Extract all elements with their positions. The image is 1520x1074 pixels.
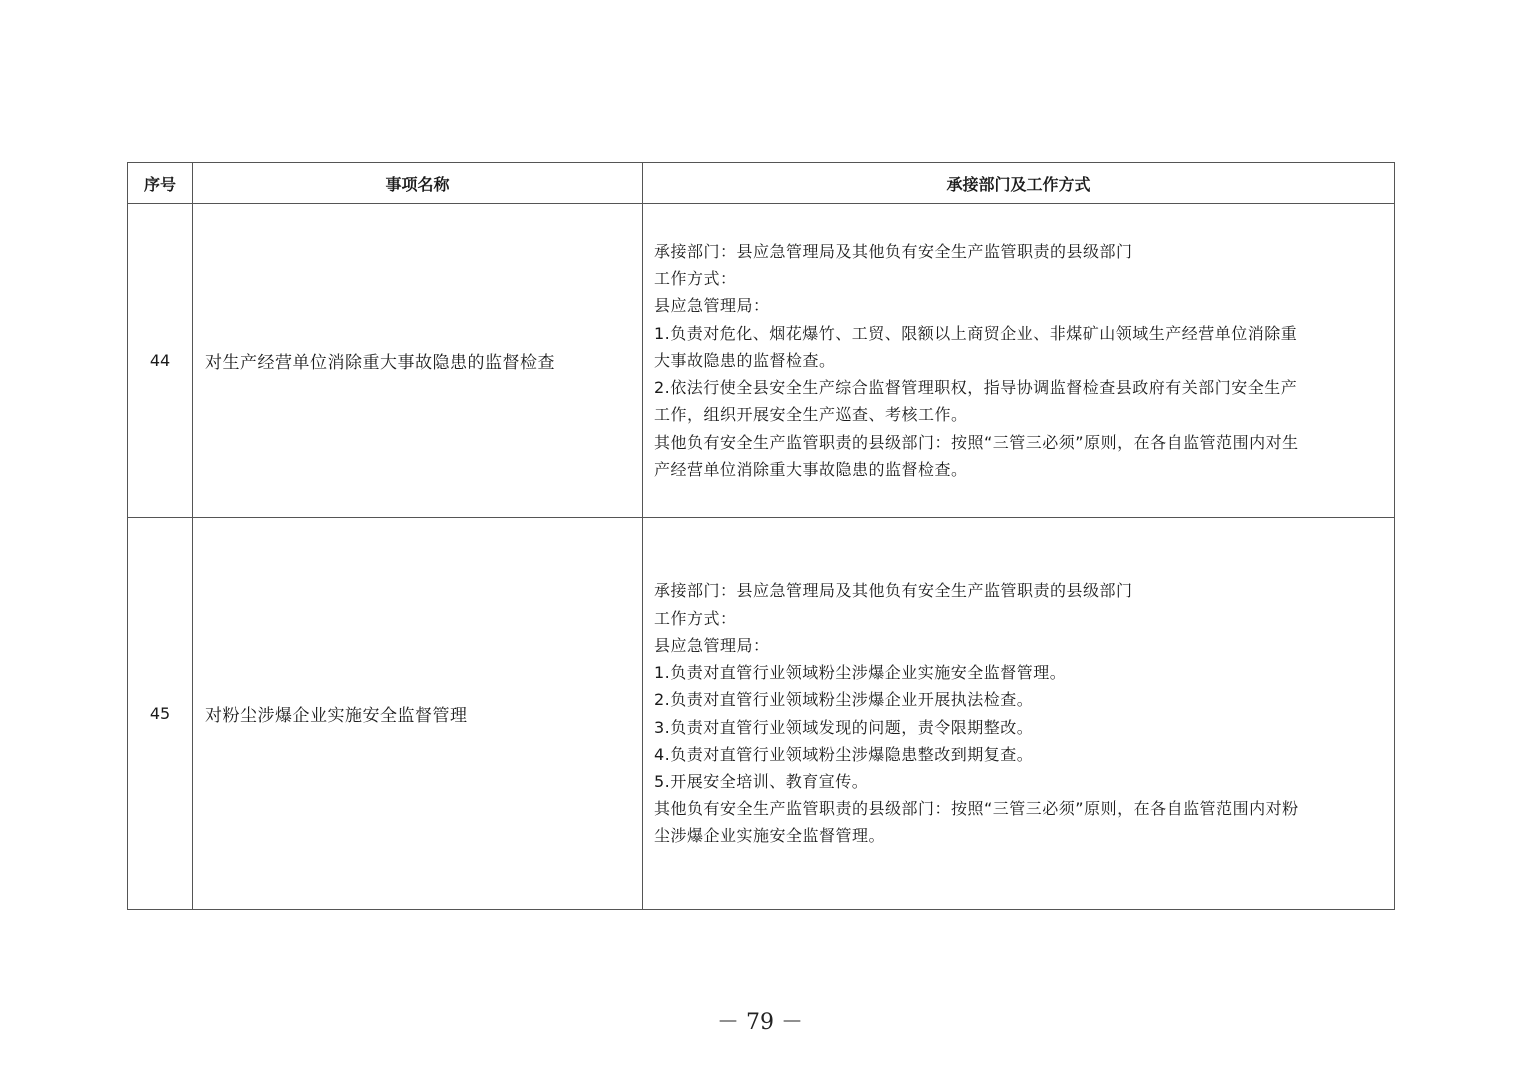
table-body — [128, 204, 1395, 910]
dept-line: 1.负责对危化、烟花爆竹、工贸、限额以上商贸企业、非煤矿山领域生产经营单位消除重 — [654, 323, 1298, 343]
dept-line: 工作方式： — [654, 269, 737, 289]
dept-text-block — [654, 577, 1386, 849]
table-row — [128, 518, 1395, 910]
dept-line: 产经营单位消除重大事故隐患的监督检查。 — [654, 459, 968, 479]
table-header — [128, 163, 1395, 204]
header-item-name: 事项名称 — [193, 163, 643, 204]
header-dept-method: 承接部门及工作方式 — [643, 163, 1395, 204]
dept-line: 工作方式： — [654, 608, 737, 628]
items-table — [127, 162, 1395, 910]
dept-line: 尘涉爆企业实施安全监督管理。 — [654, 826, 886, 846]
dept-line: 2.依法行使全县安全生产综合监督管理职权，指导协调监督检查县政府有关部门安全生产 — [654, 378, 1298, 398]
row-dept-method-45 — [643, 518, 1395, 910]
dept-line: 工作，组织开展安全生产巡查、考核工作。 — [654, 405, 968, 425]
row-item-name-44: 对生产经营单位消除重大事故隐患的监督检查 — [193, 204, 643, 518]
dept-line: 4.负责对直管行业领域粉尘涉爆隐患整改到期复查。 — [654, 744, 1034, 764]
dept-line: 其他负有安全生产监管职责的县级部门：按照“三管三必须”原则，在各自监管范围内对生 — [654, 432, 1299, 452]
page-number: － 79 － — [717, 1010, 803, 1035]
dept-line: 3.负责对直管行业领域发现的问题，责令限期整改。 — [654, 717, 1034, 737]
header-row — [128, 163, 1395, 204]
dept-line: 5.开展安全培训、教育宣传。 — [654, 771, 869, 791]
dept-line: 县应急管理局： — [654, 296, 770, 316]
row-seq-44: 44 — [128, 204, 193, 518]
dept-line: 其他负有安全生产监管职责的县级部门：按照“三管三必须”原则，在各自监管范围内对粉 — [654, 799, 1299, 819]
row-seq-45: 45 — [128, 518, 193, 910]
header-seq: 序号 — [128, 163, 193, 204]
dept-line: 大事故隐患的监督检查。 — [654, 350, 836, 370]
dept-line: 县应急管理局： — [654, 635, 770, 655]
table-row — [128, 204, 1395, 518]
dept-line: 承接部门：县应急管理局及其他负有安全生产监管职责的县级部门 — [654, 242, 1133, 262]
row-dept-method-44 — [643, 204, 1395, 518]
dept-line: 1.负责对直管行业领域粉尘涉爆企业实施安全监督管理。 — [654, 663, 1067, 683]
dept-line: 承接部门：县应急管理局及其他负有安全生产监管职责的县级部门 — [654, 581, 1133, 601]
dept-line: 2.负责对直管行业领域粉尘涉爆企业开展执法检查。 — [654, 690, 1034, 710]
dept-text-block — [654, 238, 1386, 483]
row-item-name-45: 对粉尘涉爆企业实施安全监督管理 — [193, 518, 643, 910]
